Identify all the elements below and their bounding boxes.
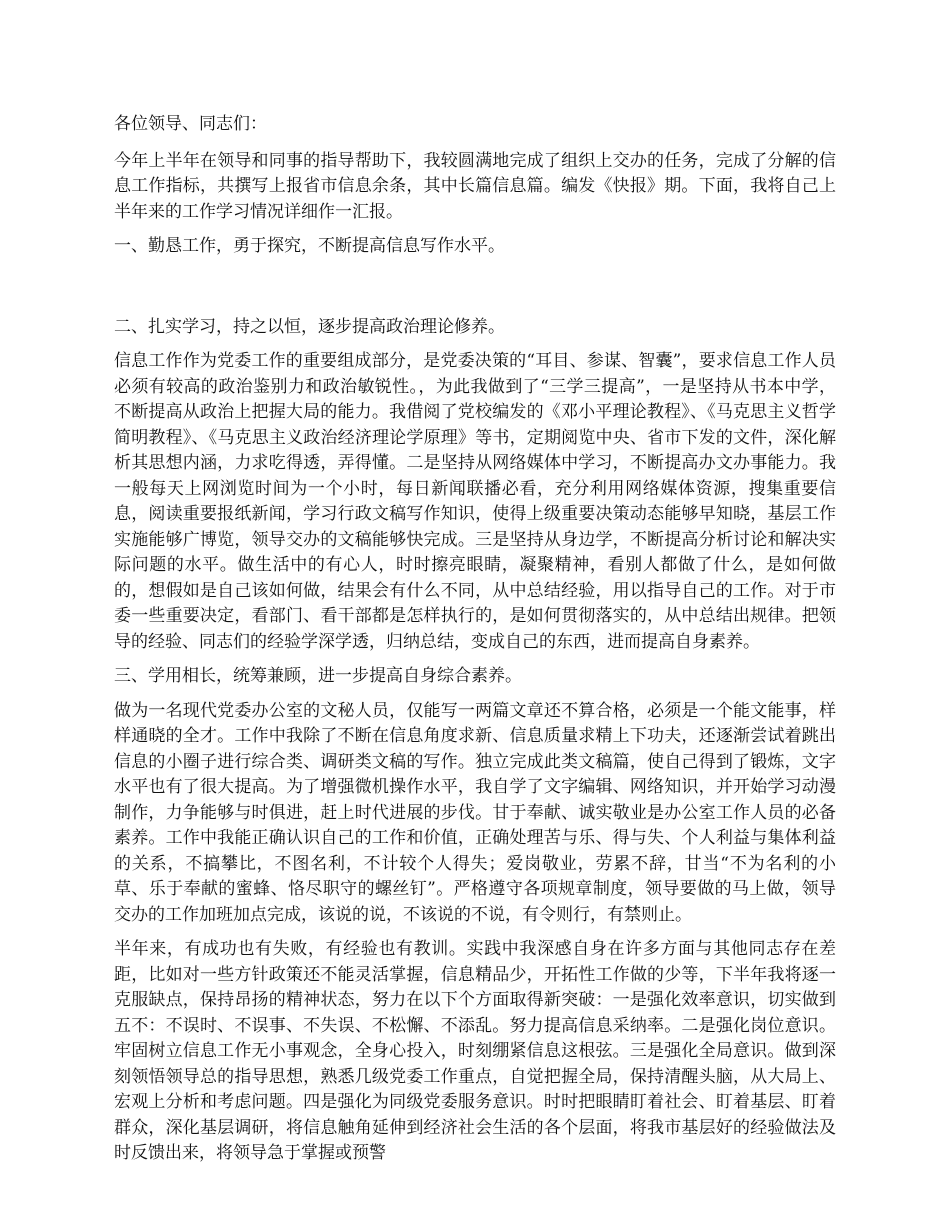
document-page [114, 112, 836, 1176]
intro-paragraph: 今年上半年在领导和同事的指导帮助下，我较圆满地完成了组织上交办的任务，完成了分解的信息工作指标，共撰写上报省市信息余条，其中长篇信息篇。编发《快报》期。下面，我将自己上半年来的工作学习情况详细作一汇报。 [114, 150, 836, 222]
greeting: 各位领导、同志们： [114, 114, 267, 134]
section-3-paragraph: 做为一名现代党委办公室的文秘人员，仅能写一两篇文章还不算合格，必须是一个能文能事，样样通晓的全才。工作中我除了不断在信息角度求新、信息质量求精上下功夫，还逐渐尝试着跳出信息的小圈子进行综合类、调研类文稿的写作。独立完成此类文稿篇，使自己得到了锻炼，文字水平也有了很大提高。为了增强微机操作水平，我自学了文字编辑、网络知识，并开始学习动漫制作，力争能够与时俱进，赶上时代进展的步伐。甘于奉献、诚实敬业是办公室工作人员的必备素养。工作中我能正确认识自己的工作和价值，正确处理苦与乐、得与失、个人利益与集体利益的关系，不搞攀比，不图名利，不计较个人得失；爱岗敬业，劳累不辞，甘当“不为名利的小草、乐于奉献的蜜蜂、恪尽职守的螺丝钉”。严格遵守各项规章制度，领导要做的马上做，领导交办的工作加班加点完成，该说的说，不该说的不说，有令则行，有禁则止。 [114, 700, 836, 925]
section-3-heading: 三、学用相长，统筹兼顾，进一步提高自身综合素养。 [114, 666, 522, 686]
section-1-heading: 一、勤恳工作，勇于探究，不断提高信息写作水平。 [114, 236, 505, 256]
section-2-heading: 二、扎实学习，持之以恒，逐步提高政治理论修养。 [114, 316, 505, 337]
section-2-paragraph: 信息工作作为党委工作的重要组成部分，是党委决策的“耳目、参谋、智囊”，要求信息工作人员必须有较高的政治鉴别力和政治敏锐性。，为此我做到了“三学三提高”，一是坚持从书本中学，不断提高从政治上把握大局的能力。我借阅了党校编发的《邓小平理论教程》、《马克思主义哲学简明教程》、《马克思主义政治经济理论学原理》等书，定期阅览中央、省市下发的文件，深化解析其思想内涵，力求吃得透，弄得懂。二是坚持从网络媒体中学习，不断提高办文办事能力。我一般每天上网浏览时间为一个小时，每日新闻联播必看，充分利用网络媒体资源，搜集重要信息，阅读重要报纸新闻，学习行政文稿写作知识，使得上级重要决策动态能够早知晓，基层工作实施能够广博览，领导交办的文稿能够快完成。三是坚持从身边学，不断提高分析讨论和解决实际问题的水平。做生活中的有心人，时时擦亮眼睛，凝聚精神，看别人都做了什么，是如何做的，想假如是自己该如何做，结果会有什么不同，从中总结经验，用以指导自己的工作。对于市委一些重要决定，看部门、看干部都是怎样执行的，是如何贯彻落实的，从中总结出规律。把领导的经验、同志们的经验学深学透，归纳总结，变成自己的东西，进而提高自身素养。 [114, 351, 836, 652]
closing-paragraph: 半年来，有成功也有失败，有经验也有教训。实践中我深感自身在许多方面与其他同志存在差距，比如对一些方针政策还不能灵活掌握，信息精品少，开拓性工作做的少等，下半年我将逐一克服缺点，保持昂扬的精神状态，努力在以下个方面取得新突破：一是强化效率意识，切实做到五不：不误时、不误事、不失误、不松懈、不添乱。努力提高信息采纳率。二是强化岗位意识。牢固树立信息工作无小事观念，全身心投入，时刻绷紧信息这根弦。三是强化全局意识。做到深刻领悟领导总的指导思想，熟悉几级党委工作重点，自觉把握全局，保持清醒头脑，从大局上、宏观上分析和考虑问题。四是强化为同级党委服务意识。时时把眼睛盯着社会、盯着基层、盯着群众，深化基层调研，将信息触角延伸到经济社会生活的各个层面，将我市基层好的经验做法及时反馈出来，将领导急于掌握或预警 [114, 939, 836, 1163]
